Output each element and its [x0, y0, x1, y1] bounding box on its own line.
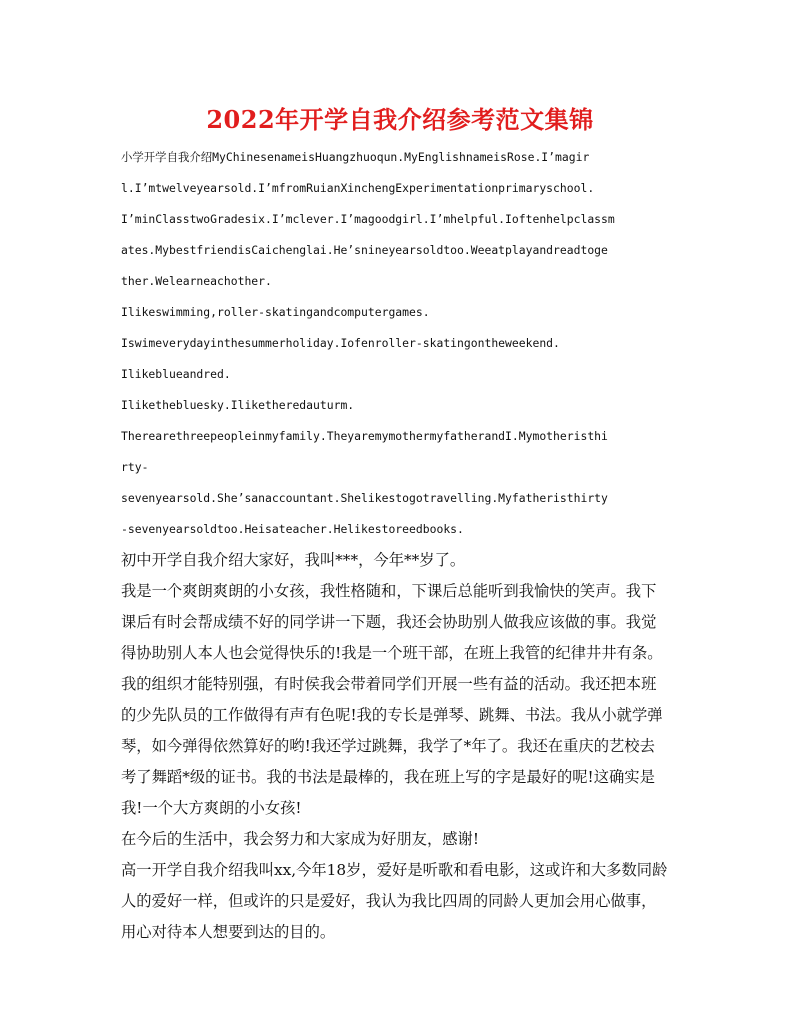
- text-line: 课后有时会帮成绩不好的同学讲一下题，我还会协助别人做我应该做的事。我觉: [121, 613, 657, 631]
- text-line: sevenyearsold.She’sanaccountant.Shelikestogotravelling.Myfatheristhirty: [121, 491, 608, 505]
- text-line: 初中开学自我介绍大家好，我叫***，今年**岁了。: [121, 551, 466, 569]
- text-line: I’minClasstwoGradesix.I’mclever.I’magoodgirl.I’mhelpful.Ioftenhelpclassm: [121, 212, 615, 226]
- text-line: l.I’mtwelveyearsold.I’mfromRuianXinchengExperimentationprimaryschool.: [121, 181, 595, 195]
- text-line: -sevenyearsoldtoo.Heisateacher.Helikestoreedbooks.: [121, 522, 464, 536]
- text-line: 得协助别人本人也会觉得快乐的!我是一个班干部，在班上我管的纪律井井有条。: [121, 644, 663, 662]
- text-line: ther.Welearneachother.: [121, 274, 272, 288]
- text-line: Ilikethebluesky.Iliketheredauturm.: [121, 398, 355, 412]
- text-line: Ilikeblueandred.: [121, 367, 231, 381]
- text-line: 我的组织才能特别强，有时侯我会带着同学们开展一些有益的活动。我还把本班: [121, 675, 657, 693]
- document-title: 2022年开学自我介绍参考范文集锦: [206, 105, 594, 134]
- text-line: Iswimeverydayinthesummerholiday.Iofenroller-skatingontheweekend.: [121, 336, 560, 350]
- text-line: 琴，如今弹得依然算好的哟!我还学过跳舞，我学了*年了。我还在重庆的艺校去: [121, 737, 655, 755]
- text-line: ates.MybestfriendisCaichenglai.He’snineyearsoldtoo.Weeatplayandreadtoge: [121, 243, 608, 257]
- text-line: 我!一个大方爽朗的小女孩!: [121, 799, 302, 817]
- text-line: 人的爱好一样，但或许的只是爱好，我认为我比四周的同龄人更加会用心做事，: [121, 892, 657, 910]
- text-line: 高一开学自我介绍我叫xx,今年18岁，爱好是听歌和看电影，这或许和大多数同龄: [121, 861, 668, 879]
- text-line: 小学开学自我介绍MyChinesenameisHuangzhuoqun.MyEnglishnameisRose.I’magir: [121, 150, 590, 164]
- text-line: 在今后的生活中，我会努力和大家成为好朋友，感谢!: [121, 830, 479, 848]
- text-line: 考了舞蹈*级的证书。我的书法是最棒的，我在班上写的字是最好的呢!这确实是: [121, 768, 655, 786]
- text-line: 的少先队员的工作做得有声有色呢!我的专长是弹琴、跳舞、书法。我从小就学弹: [121, 706, 663, 724]
- text-line: Ilikeswimming,roller-skatingandcomputergames.: [121, 305, 430, 319]
- text-line: 用心对待本人想要到达的目的。: [121, 923, 336, 941]
- text-line: Therearethreepeopleinmyfamily.TheyaremymothermyfatherandI.Mymotheristhi: [121, 429, 608, 443]
- document-body: [121, 142, 686, 948]
- text-line: 我是一个爽朗爽朗的小女孩，我性格随和，下课后总能听到我愉快的笑声。我下: [121, 582, 657, 600]
- text-line: rty-: [121, 460, 149, 474]
